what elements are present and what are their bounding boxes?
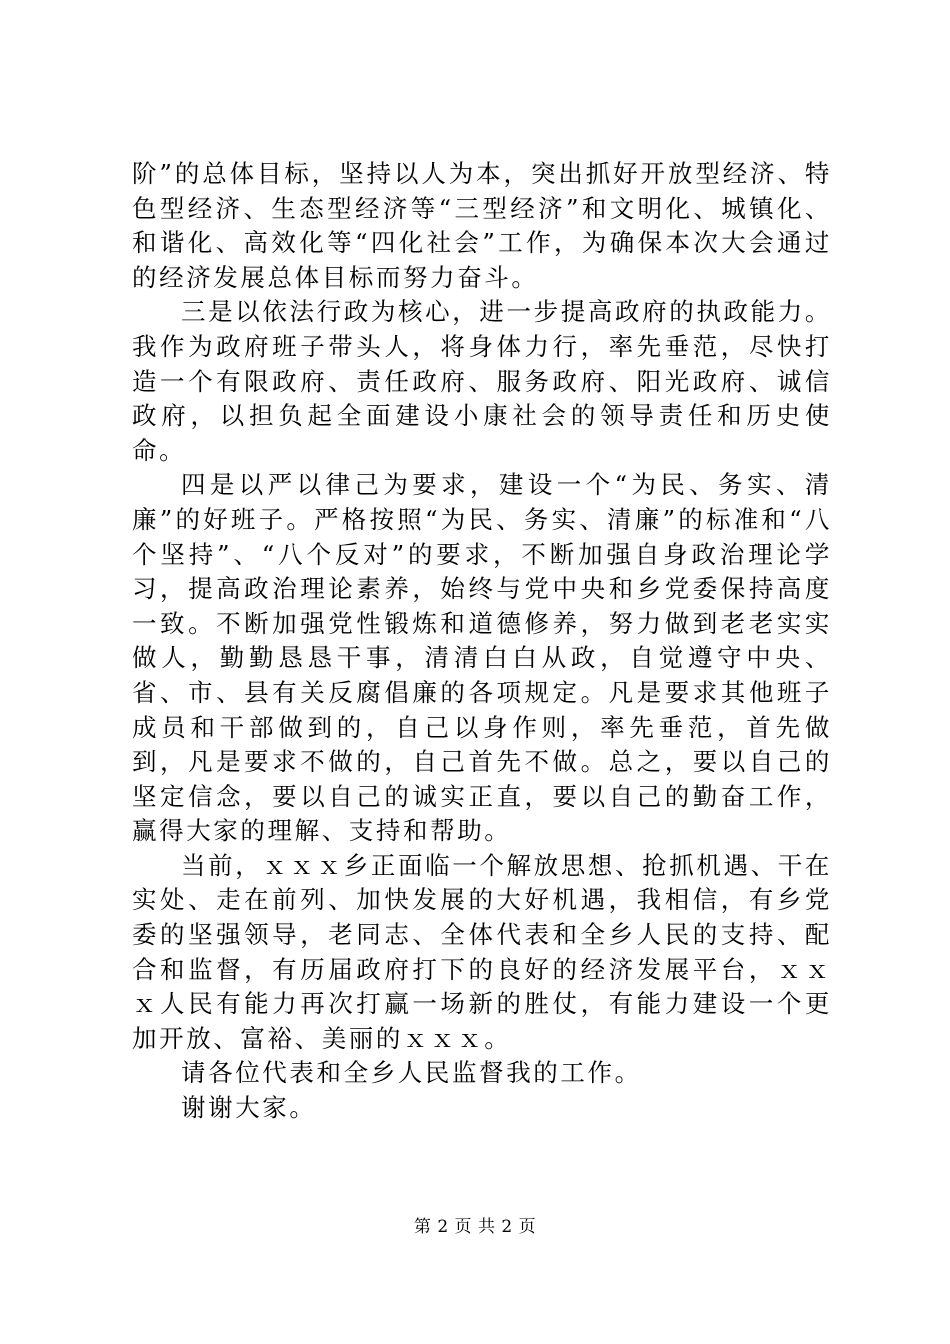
paragraph-current-situation: 当前，ｘｘｘ乡正面临一个解放思想、抢抓机遇、干在实处、走在前列、加快发展的大好机遇，我相信，有乡党委的坚强领导，老同志、全体代表和全乡人民的支持、配合和监督，有历届政府打下的良好的经济发展平台，ｘｘｘ人民有能力再次打赢一场新的胜仗，有能力建设一个更加开放、富裕、美丽的ｘｘｘ。: [132, 850, 832, 1053]
paragraph-item-three: 三是以依法行政为核心，进一步提高政府的执政能力。我作为政府班子带头人，将身体力行，率先垂范，尽快打造一个有限政府、责任政府、服务政府、阳光政府、诚信政府，以担负起全面建设小康社会的领导责任和历史使命。: [132, 297, 832, 465]
paragraph-thanks: 谢谢大家。: [181, 1093, 317, 1123]
page-number-footer: 第 2 页 共 2 页: [413, 1217, 537, 1237]
paragraph-continued: 阶”的总体目标，坚持以人为本，突出抓好开放型经济、特色型经济、生态型经济等“三型经济”和文明化、城镇化、和谐化、高效化等“四化社会”工作，为确保本次大会通过的经济发展总体目标而努力奋斗。: [132, 159, 832, 292]
paragraph-request-supervision: 请各位代表和全乡人民监督我的工作。: [181, 1058, 642, 1088]
document-body: [132, 157, 832, 1126]
paragraph-item-four: 四是以严以律己为要求，建设一个“为民、务实、清廉”的好班子。严格按照“为民、务实、清廉”的标准和“八个坚持”、“八个反对”的要求，不断加强自身政治理论学习，提高政治理论素养，始终与党中央和乡党委保持高度一致。不断加强党性锻炼和道德修养，努力做到老老实实做人，勤勤恳恳干事，清清白白从政，自觉遵守中央、省、市、县有关反腐倡廉的各项规定。凡是要求其他班子成员和干部做到的，自己以身作则，率先垂范，首先做到，凡是要求不做的，自己首先不做。总之，要以自己的坚定信念，要以自己的诚实正直，要以自己的勤奋工作，赢得大家的理解、支持和帮助。: [132, 470, 832, 846]
